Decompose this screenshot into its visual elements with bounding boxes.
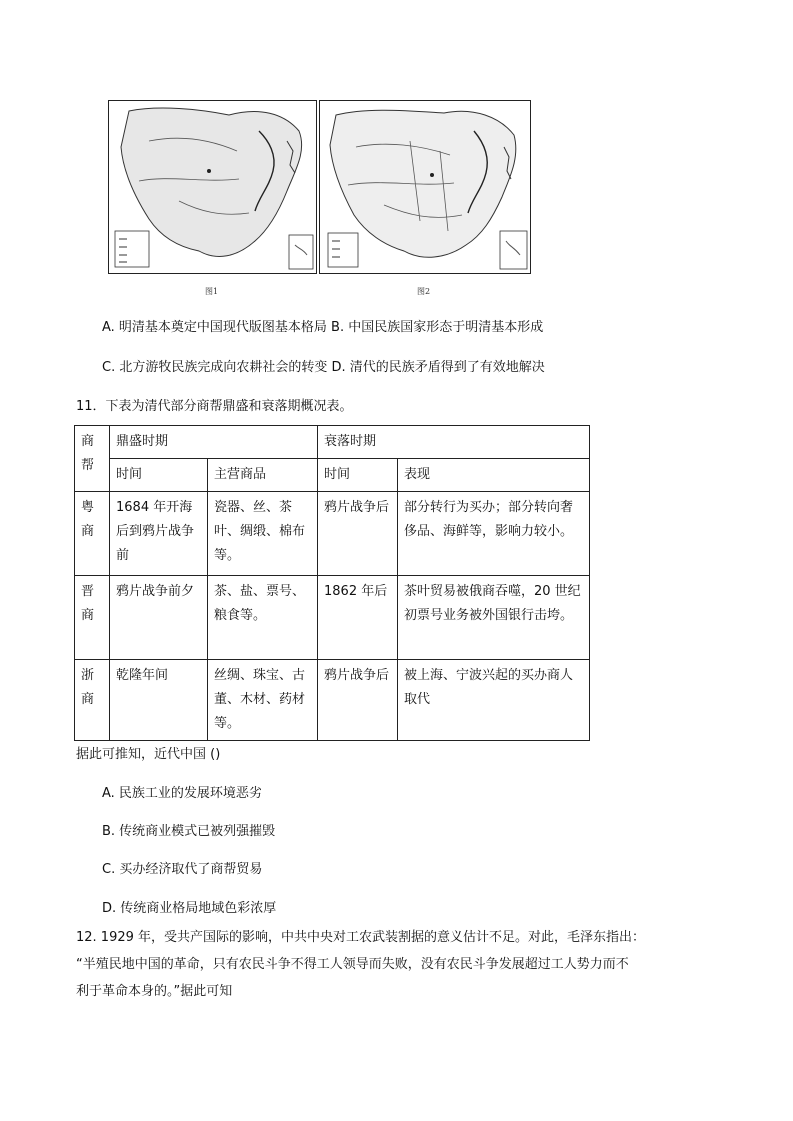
row-goods: 丝绸、珠宝、古董、木材、药材等。 xyxy=(208,660,318,741)
row-prosper-time: 乾隆年间 xyxy=(110,660,208,741)
map-1-graphic xyxy=(109,101,316,273)
map-1-caption: 图1 xyxy=(205,287,219,296)
map-figure-1 xyxy=(108,100,317,274)
q11-option-d: D. 传统商业格局地域色彩浓厚 xyxy=(102,901,277,916)
table-row xyxy=(75,492,590,576)
merchant-table xyxy=(74,425,590,741)
q12-line-3: 利于革命本身的。”据此可知 xyxy=(76,984,233,999)
row-merchant-name: 浙商 xyxy=(75,660,110,741)
header-merchant: 商帮 xyxy=(75,426,110,492)
q11-option-b: B. 传统商业模式已被列强摧毁 xyxy=(102,824,276,839)
row-performance: 被上海、宁波兴起的买办商人取代 xyxy=(398,660,590,741)
q10-option-line-1: A. 明清基本奠定中国现代版图基本格局 B. 中国民族国家形态于明清基本形成 xyxy=(102,320,544,335)
row-decline-time: 鸦片战争后 xyxy=(318,660,398,741)
row-prosper-time: 鸦片战争前夕 xyxy=(110,576,208,660)
q12-line-1: 12. 1929 年，受共产国际的影响，中共中央对工农武装割据的意义估计不足。对此，毛泽东指出： xyxy=(76,930,646,945)
q11-option-c: C. 买办经济取代了商帮贸易 xyxy=(102,862,263,877)
map-2-graphic xyxy=(320,101,530,273)
row-goods: 茶、盐、票号、粮食等。 xyxy=(208,576,318,660)
subheader-goods: 主营商品 xyxy=(208,459,318,492)
table-header-row xyxy=(75,426,590,459)
row-decline-time: 鸦片战争后 xyxy=(318,492,398,576)
table-row xyxy=(75,660,590,741)
q11-stem: 11．下表为清代部分商帮鼎盛和衰落期概况表。 xyxy=(76,399,353,414)
q11-prompt: 据此可推知，近代中国 () xyxy=(76,747,221,762)
row-performance: 部分转行为买办；部分转向奢侈品、海鲜等，影响力较小。 xyxy=(398,492,590,576)
subheader-time-decline: 时间 xyxy=(318,459,398,492)
header-prosper: 鼎盛时期 xyxy=(110,426,318,459)
row-goods: 瓷器、丝、茶叶、绸缎、棉布等。 xyxy=(208,492,318,576)
row-decline-time: 1862 年后 xyxy=(318,576,398,660)
table-subheader-row xyxy=(75,459,590,492)
map-figure-2 xyxy=(319,100,531,274)
table-row xyxy=(75,576,590,660)
q11-option-a: A. 民族工业的发展环境恶劣 xyxy=(102,786,262,801)
row-performance: 茶叶贸易被俄商吞噬，20 世纪初票号业务被外国银行击垮。 xyxy=(398,576,590,660)
header-decline: 衰落时期 xyxy=(318,426,590,459)
row-merchant-name: 晋商 xyxy=(75,576,110,660)
q12-line-2: “半殖民地中国的革命，只有农民斗争不得工人领导而失败，没有农民斗争发展超过工人势力而不 xyxy=(76,957,629,972)
row-merchant-name: 粤商 xyxy=(75,492,110,576)
subheader-performance: 表现 xyxy=(398,459,590,492)
row-prosper-time: 1684 年开海后到鸦片战争前 xyxy=(110,492,208,576)
q10-option-line-2: C. 北方游牧民族完成向农耕社会的转变 D. 清代的民族矛盾得到了有效地解决 xyxy=(102,360,545,375)
subheader-time-prosper: 时间 xyxy=(110,459,208,492)
map-2-caption: 图2 xyxy=(417,287,431,296)
